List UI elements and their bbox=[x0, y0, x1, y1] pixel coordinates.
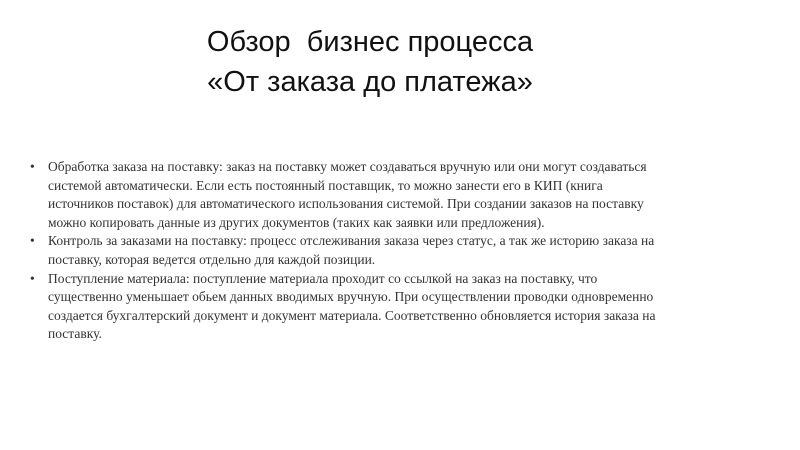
bullet-icon: • bbox=[30, 159, 35, 174]
bullet-icon: • bbox=[30, 270, 35, 286]
list-item-text: Контроль за заказами на поставку: процесс отслеживания заказа через статус, а так же историю заказа на поставку, которая ведется отдельно для каждой позиции. bbox=[48, 233, 655, 267]
bullet-list bbox=[28, 158, 668, 344]
title-line-1: Обзор бизнес процесса bbox=[206, 26, 534, 58]
list-item-text: Поступление материала: поступление материала проходит со ссылкой на заказ на поставку, что существенно уменьшает обьем данных вводимых вручную. При осуществлении проводки одновременно создается бухгалтерский документ и документ материала. Соответственно обновляется история заказа на поставку. bbox=[48, 270, 656, 342]
list-item bbox=[28, 158, 668, 232]
list-item bbox=[28, 270, 668, 344]
bullet-icon: • bbox=[30, 233, 35, 249]
list-item bbox=[28, 232, 668, 269]
slide-title bbox=[100, 22, 640, 102]
list-item-text: Обработка заказа на поставку: заказ на поставку может создаваться вручную или они могут создаваться системой автоматически. Если есть постоянный поставщик, то можно занести его в КИП (книга источников поставок) для автоматического использования системой. При создании заказов на поставку можно копировать данные из других документов (таких как заявки или предложения). bbox=[48, 159, 647, 230]
title-line-2: «От заказа до платежа» bbox=[207, 66, 533, 98]
